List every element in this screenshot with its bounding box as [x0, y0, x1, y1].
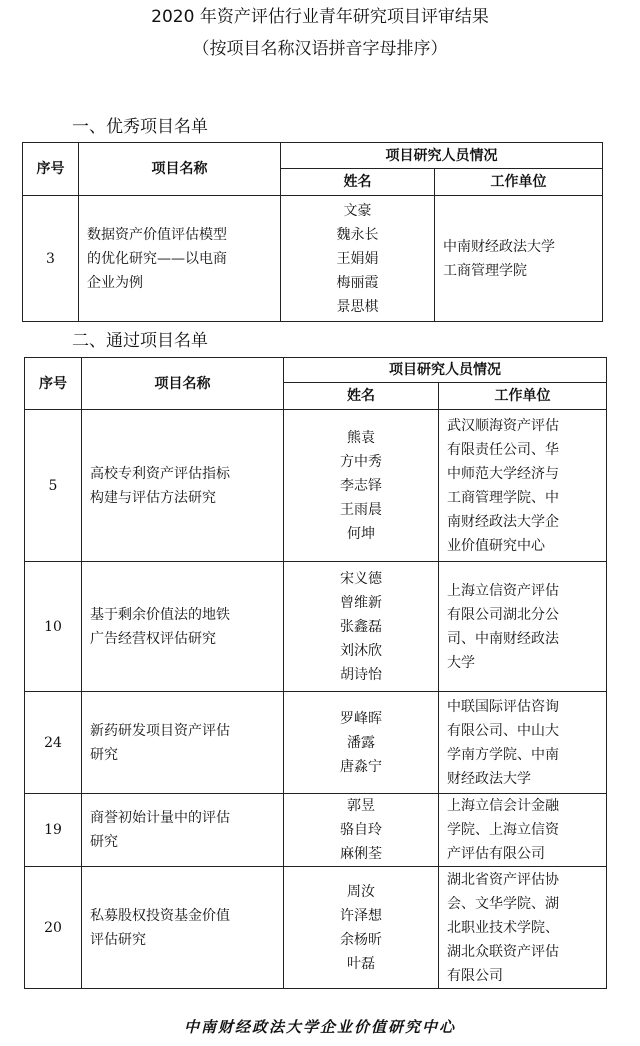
passed-projects-table [24, 357, 607, 989]
row-number: 24 [25, 692, 82, 794]
work-unit-cell [439, 562, 607, 692]
work-unit-line: 会、文华学院、湖 [447, 895, 559, 912]
header-unit: 工作单位 [439, 383, 607, 410]
header-project-name: 项目名称 [79, 143, 281, 196]
work-unit-line: 中师范大学经济与 [447, 465, 559, 482]
researcher-name: 魏永长 [336, 226, 379, 243]
work-unit-line: 中南财经政法大学 [443, 238, 555, 255]
researcher-name: 景思棋 [336, 298, 379, 315]
header-names: 姓名 [284, 383, 439, 410]
header-unit: 工作单位 [435, 169, 603, 196]
researchers-cell [284, 867, 439, 989]
researcher-name: 李志铎 [340, 477, 382, 494]
work-unit-line: 南财经政法大学企 [447, 513, 559, 530]
researcher-name: 何坤 [347, 525, 375, 542]
section-heading-passed: 二、通过项目名单 [72, 331, 208, 351]
header-project-name: 项目名称 [82, 358, 284, 410]
researcher-name: 宋义德 [340, 570, 382, 587]
work-unit-line: 上海立信会计金融 [447, 798, 559, 814]
row-number: 20 [25, 867, 82, 989]
work-unit-cell [435, 196, 603, 322]
work-unit-line: 上海立信资产评估 [447, 582, 559, 599]
researcher-name: 周汝 [347, 883, 375, 900]
researchers-cell [281, 196, 435, 322]
project-name-line: 企业为例 [87, 274, 143, 291]
researcher-name: 罗峰晖 [340, 710, 382, 727]
work-unit-cell [439, 692, 607, 794]
project-name-line: 评估研究 [90, 931, 146, 948]
work-unit-cell [439, 794, 607, 867]
section-heading-excellent: 一、优秀项目名单 [72, 117, 208, 137]
researcher-name: 张鑫磊 [340, 618, 382, 635]
researcher-name: 许泽想 [340, 907, 382, 924]
project-name-cell [82, 410, 284, 562]
project-name-line: 新药研发项目资产评估 [90, 722, 230, 739]
project-name-line: 高校专利资产评估指标 [90, 465, 230, 482]
table-row [25, 867, 607, 989]
header-researchers: 项目研究人员情况 [281, 143, 603, 169]
researcher-name: 王雨晨 [340, 501, 382, 518]
work-unit-line: 学院、上海立信资 [447, 822, 559, 838]
work-unit-line: 有限公司湖北分公 [447, 606, 559, 623]
work-unit-line: 武汉顺海资产评估 [447, 417, 559, 434]
project-name-line: 广告经营权评估研究 [90, 630, 216, 647]
researchers-cell [284, 692, 439, 794]
researchers-cell [284, 410, 439, 562]
work-unit-line: 北职业技术学院、 [447, 919, 559, 936]
project-name-cell [82, 562, 284, 692]
project-name-line: 研究 [90, 746, 118, 763]
header-researchers: 项目研究人员情况 [284, 358, 607, 383]
researcher-name: 梅丽霞 [336, 274, 379, 291]
researcher-name: 文豪 [343, 202, 372, 219]
excellent-projects-table [22, 142, 603, 322]
row-number: 19 [25, 794, 82, 867]
researcher-name: 潘露 [347, 734, 375, 751]
researcher-name: 王娟娟 [336, 250, 379, 267]
researcher-name: 骆自玲 [340, 822, 382, 838]
work-unit-line: 财经政法大学 [447, 770, 531, 787]
researcher-name: 刘沐欣 [340, 642, 382, 659]
work-unit-line: 湖北省资产评估协 [447, 871, 559, 888]
project-name-line: 基于剩余价值法的地铁 [90, 606, 230, 623]
work-unit-line: 有限责任公司、华 [447, 441, 559, 458]
header-names: 姓名 [281, 169, 435, 196]
table-row [25, 692, 607, 794]
work-unit-line: 大学 [447, 654, 475, 671]
researcher-name: 熊袁 [347, 429, 375, 446]
project-name-line: 数据资产价值评估模型 [87, 226, 227, 243]
researcher-name: 麻俐荃 [340, 846, 382, 862]
document-title: 2020 年资产评估行业青年研究项目评审结果 [151, 7, 489, 27]
project-name-line: 商誉初始计量中的评估 [90, 810, 230, 826]
researcher-name: 叶磊 [347, 955, 375, 972]
row-number: 5 [25, 410, 82, 562]
work-unit-line: 湖北众联资产评估 [447, 943, 559, 960]
researchers-cell [284, 562, 439, 692]
project-name-line: 的优化研究——以电商 [87, 250, 227, 267]
row-number: 10 [25, 562, 82, 692]
work-unit-line: 中联国际评估咨询 [447, 698, 559, 715]
work-unit-cell [439, 867, 607, 989]
row-number: 3 [23, 196, 79, 322]
table-row [25, 794, 607, 867]
researcher-name: 方中秀 [340, 453, 382, 470]
project-name-line: 构建与评估方法研究 [90, 489, 216, 506]
document-subtitle: （按项目名称汉语拼音字母排序） [192, 39, 448, 59]
work-unit-line: 学南方学院、中南 [447, 746, 559, 763]
work-unit-line: 工商管理学院 [443, 262, 527, 279]
researcher-name: 唐淼宁 [340, 758, 382, 775]
header-no: 序号 [23, 143, 79, 196]
work-unit-cell [439, 410, 607, 562]
work-unit-line: 产评估有限公司 [447, 846, 545, 862]
work-unit-line: 业价值研究中心 [447, 537, 545, 554]
project-name-cell [82, 794, 284, 867]
researchers-cell [284, 794, 439, 867]
work-unit-line: 有限公司 [447, 967, 503, 984]
header-no: 序号 [25, 358, 82, 410]
researcher-name: 郭昱 [347, 798, 375, 814]
project-name-cell [79, 196, 281, 322]
project-name-cell [82, 692, 284, 794]
work-unit-line: 工商管理学院、中 [447, 489, 559, 506]
project-name-line: 私募股权投资基金价值 [90, 907, 230, 924]
table-row [25, 562, 607, 692]
researcher-name: 余杨昕 [340, 931, 382, 948]
table-row [25, 410, 607, 562]
researcher-name: 曾维新 [340, 594, 382, 611]
project-name-line: 研究 [90, 834, 118, 850]
project-name-cell [82, 867, 284, 989]
researcher-name: 胡诗怡 [340, 666, 382, 683]
work-unit-line: 司、中南财经政法 [447, 630, 559, 647]
table-row [23, 196, 603, 322]
work-unit-line: 有限公司、中山大 [447, 722, 559, 739]
footer-organization: 中南财经政法大学企业价值研究中心 [183, 1018, 456, 1036]
